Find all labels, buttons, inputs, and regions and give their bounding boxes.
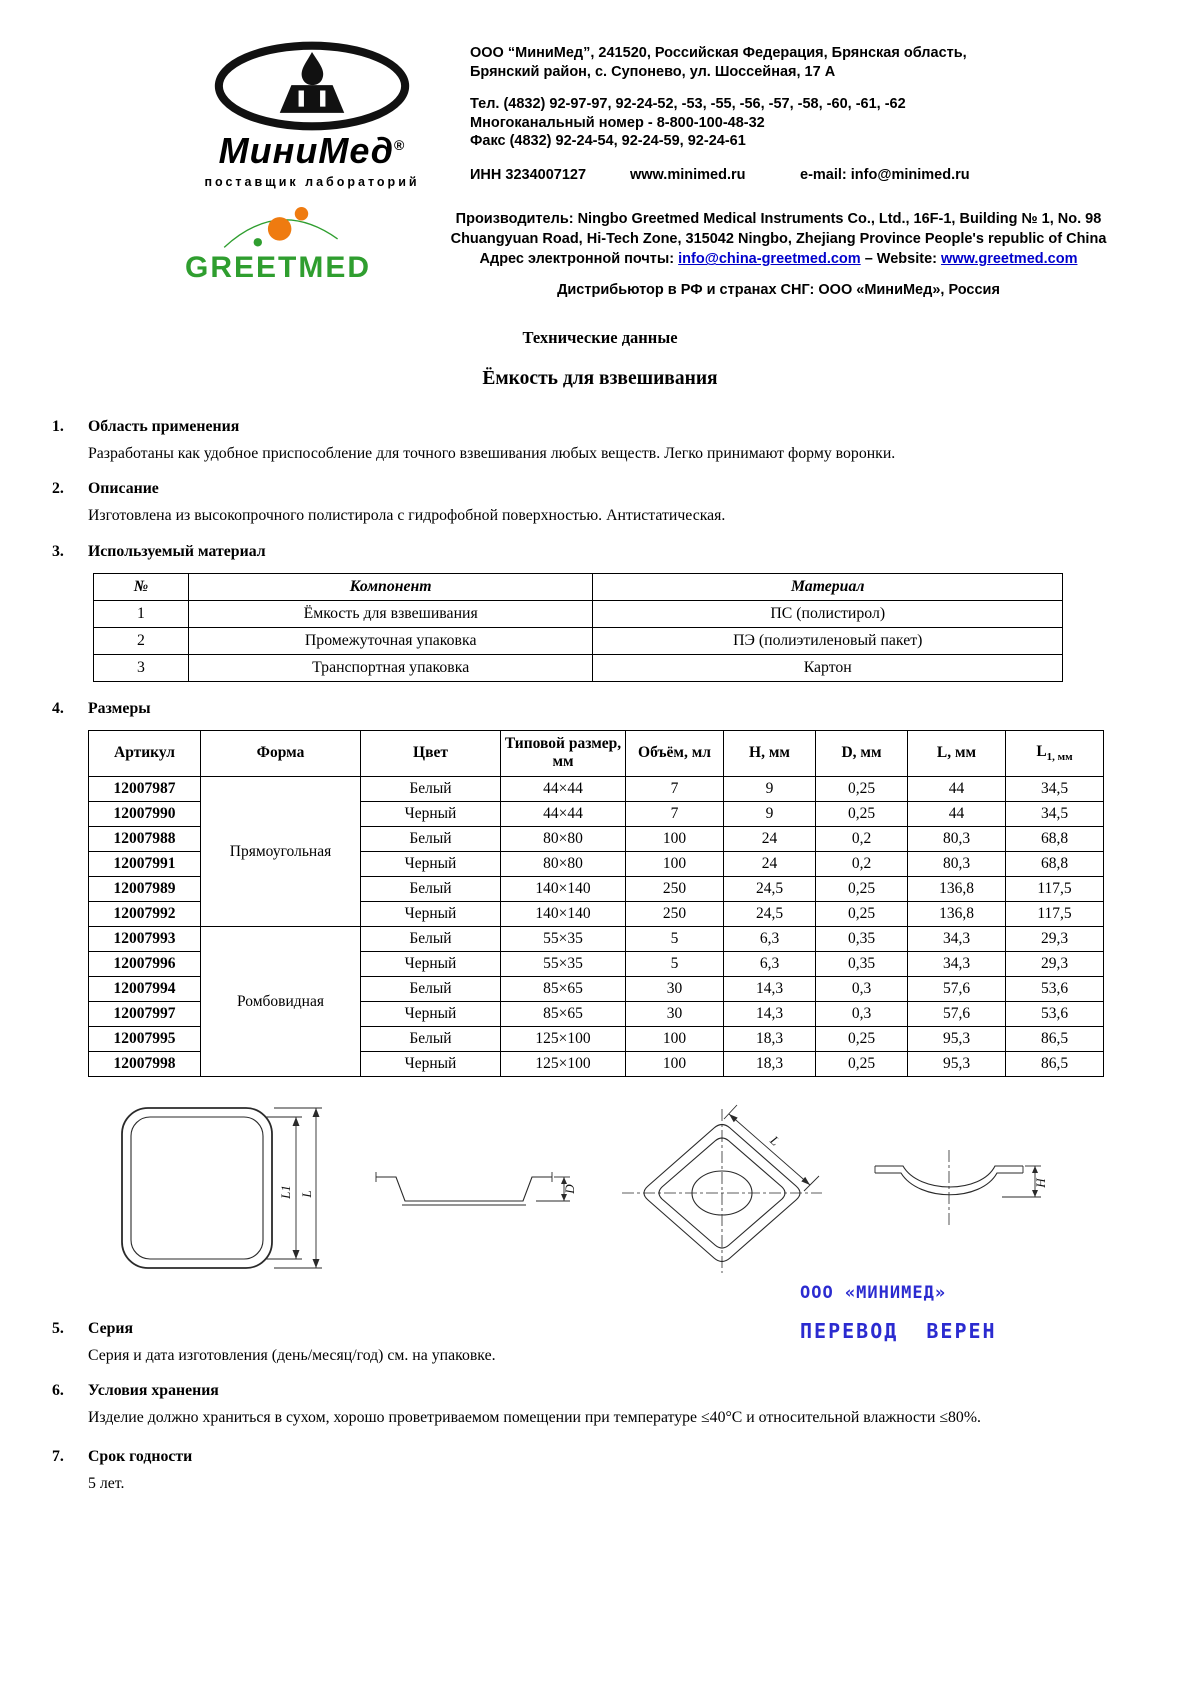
table-row bbox=[89, 926, 1104, 951]
cell-volume: 5 bbox=[626, 926, 724, 951]
cell-article: 12007998 bbox=[89, 1051, 201, 1076]
cell-l1: 68,8 bbox=[1006, 826, 1104, 851]
minimed-tagline: поставщик лабораторий bbox=[204, 174, 420, 189]
greetmed-dots-icon bbox=[199, 203, 367, 253]
section-number: 6. bbox=[52, 1381, 64, 1399]
cell-l: 57,6 bbox=[908, 976, 1006, 1001]
cell-l: 95,3 bbox=[908, 1026, 1006, 1051]
cell-volume: 250 bbox=[626, 901, 724, 926]
section-title: Размеры bbox=[88, 699, 151, 717]
cell-l: 44 bbox=[908, 776, 1006, 801]
section-material bbox=[52, 541, 1112, 563]
minimed-website: www.minimed.ru bbox=[630, 167, 746, 184]
cell-l1: 29,3 bbox=[1006, 951, 1104, 976]
table-header-row bbox=[94, 573, 1063, 600]
cell-l: 34,3 bbox=[908, 951, 1006, 976]
manufacturer-block bbox=[0, 189, 1200, 300]
section-number: 1. bbox=[52, 417, 64, 435]
cell-size: 80×80 bbox=[501, 826, 626, 851]
page-title: Ёмкость для взвешивания bbox=[482, 367, 718, 389]
cell-article: 12007992 bbox=[89, 901, 201, 926]
cell-l1: 29,3 bbox=[1006, 926, 1104, 951]
technical-drawings bbox=[116, 1097, 1200, 1282]
letterhead-contacts bbox=[470, 40, 1150, 189]
dim-label-l1: L1 bbox=[278, 1185, 293, 1199]
cell-l1: 53,6 bbox=[1006, 1001, 1104, 1026]
cell-size: 80×80 bbox=[501, 851, 626, 876]
address-line: Брянский район, с. Супонево, ул. Шоссейная, 17 А bbox=[470, 63, 836, 80]
minimed-logo-text: МиниМед bbox=[218, 130, 395, 171]
cell-material: ПС (полистирол) bbox=[593, 600, 1063, 627]
cell-l: 44 bbox=[908, 801, 1006, 826]
company-address bbox=[470, 44, 1150, 82]
cell-size: 140×140 bbox=[501, 876, 626, 901]
cell-article: 12007996 bbox=[89, 951, 201, 976]
section-number: 3. bbox=[52, 542, 64, 560]
cell-d: 0,3 bbox=[816, 1001, 908, 1026]
cell-component: Промежуточная упаковка bbox=[188, 627, 593, 654]
table-row bbox=[94, 627, 1063, 654]
cell-volume: 30 bbox=[626, 976, 724, 1001]
email-label: Адрес электронной почты: bbox=[479, 251, 675, 268]
col-header-material: Материал bbox=[593, 573, 1063, 600]
section-text: 5 лет. bbox=[88, 1475, 125, 1493]
cell-l1: 86,5 bbox=[1006, 1051, 1104, 1076]
doc-subtitle: Технические данные bbox=[522, 327, 678, 347]
cell-color: Белый bbox=[361, 976, 501, 1001]
cell-number: 2 bbox=[94, 627, 189, 654]
cell-article: 12007988 bbox=[89, 826, 201, 851]
col-header-shape: Форма bbox=[201, 730, 361, 776]
cell-volume: 7 bbox=[626, 776, 724, 801]
drawing-rhombus-side-view bbox=[867, 1146, 1049, 1232]
col-header-color: Цвет bbox=[361, 730, 501, 776]
registered-mark: ® bbox=[394, 137, 406, 153]
cell-article: 12007991 bbox=[89, 851, 201, 876]
cell-h: 24,5 bbox=[724, 876, 816, 901]
cell-l1: 86,5 bbox=[1006, 1026, 1104, 1051]
minimed-candle-icon bbox=[209, 40, 415, 132]
cell-number: 3 bbox=[94, 654, 189, 681]
manufacturer-contacts-line bbox=[407, 249, 1150, 269]
greetmed-logo bbox=[185, 203, 407, 300]
section-text: Изготовлена из высокопрочного полистирола с гидрофобной поверхностью. Антистатическая. bbox=[88, 507, 726, 525]
cell-number: 1 bbox=[94, 600, 189, 627]
dim-label-l: L bbox=[299, 1190, 314, 1198]
cell-color: Черный bbox=[361, 951, 501, 976]
cell-l1: 68,8 bbox=[1006, 851, 1104, 876]
cell-article: 12007995 bbox=[89, 1026, 201, 1051]
cell-color: Черный bbox=[361, 901, 501, 926]
cell-size: 55×35 bbox=[501, 926, 626, 951]
section-heading bbox=[52, 1380, 1112, 1402]
cell-color: Белый bbox=[361, 876, 501, 901]
section-heading bbox=[52, 541, 1112, 563]
cell-size: 55×35 bbox=[501, 951, 626, 976]
cell-size: 85×65 bbox=[501, 976, 626, 1001]
table-row bbox=[94, 654, 1063, 681]
col-header-volume: Объём, мл bbox=[626, 730, 724, 776]
cell-d: 0,3 bbox=[816, 976, 908, 1001]
col-header-size: Типовой размер, мм bbox=[501, 730, 626, 776]
cell-h: 6,3 bbox=[724, 926, 816, 951]
cell-l: 57,6 bbox=[908, 1001, 1006, 1026]
col-header-article: Артикул bbox=[89, 730, 201, 776]
cell-volume: 5 bbox=[626, 951, 724, 976]
cell-size: 125×100 bbox=[501, 1051, 626, 1076]
section-text: Изделие должно храниться в сухом, хорошо проветриваемом помещении при температуре ≤40°С и относительной влажности ≤80%. bbox=[88, 1408, 981, 1426]
cell-l1: 117,5 bbox=[1006, 901, 1104, 926]
col-header-number: № bbox=[94, 573, 189, 600]
section-text: Серия и дата изготовления (день/месяц/год) см. на упаковке. bbox=[88, 1346, 496, 1364]
section-heading bbox=[52, 698, 1112, 720]
section-title: Область применения bbox=[88, 417, 240, 435]
dim-label-l: L bbox=[767, 1132, 783, 1149]
greetmed-website-link[interactable]: www.greetmed.com bbox=[941, 251, 1078, 268]
cell-d: 0,35 bbox=[816, 951, 908, 976]
phone-line: Многоканальный номер - 8-800-100-48-32 bbox=[470, 114, 765, 131]
section-number: 7. bbox=[52, 1448, 64, 1466]
manufacturer-line: Производитель: Ningbo Greetmed Medical Instruments Co., Ltd., 16F-1, Building № 1, No. 98 bbox=[455, 210, 1102, 227]
cell-h: 9 bbox=[724, 801, 816, 826]
greetmed-email-link[interactable]: info@china-greetmed.com bbox=[678, 251, 861, 268]
col-header-d: D, мм bbox=[816, 730, 908, 776]
section-title: Срок годности bbox=[88, 1448, 193, 1466]
cell-size: 85×65 bbox=[501, 1001, 626, 1026]
cell-l: 80,3 bbox=[908, 826, 1006, 851]
cell-shape: Прямоугольная bbox=[201, 776, 361, 926]
cell-h: 24,5 bbox=[724, 901, 816, 926]
stamp-company-line: ООО «МИНИМЕД» bbox=[800, 1283, 947, 1303]
cell-material: ПЭ (полиэтиленовый пакет) bbox=[593, 627, 1063, 654]
materials-table bbox=[93, 573, 1063, 682]
table-header-row bbox=[89, 730, 1104, 776]
table-row bbox=[94, 600, 1063, 627]
section-heading bbox=[52, 1446, 1112, 1468]
section-text: Разработаны как удобное приспособление для точного взвешивания любых веществ. Легко принимают форму воронки. bbox=[88, 444, 896, 462]
col-header-l: L, мм bbox=[908, 730, 1006, 776]
dim-label-h: H bbox=[1033, 1178, 1048, 1188]
cell-l: 95,3 bbox=[908, 1051, 1006, 1076]
greetmed-logo-text: GREETMED bbox=[185, 250, 372, 284]
cell-article: 12007989 bbox=[89, 876, 201, 901]
cell-l1: 34,5 bbox=[1006, 801, 1104, 826]
cell-l: 136,8 bbox=[908, 901, 1006, 926]
drawing-rect-side-view bbox=[370, 1143, 578, 1235]
cell-d: 0,25 bbox=[816, 776, 908, 801]
cell-color: Белый bbox=[361, 826, 501, 851]
section-number: 5. bbox=[52, 1319, 64, 1337]
cell-shape: Ромбовидная bbox=[201, 926, 361, 1076]
cell-article: 12007987 bbox=[89, 776, 201, 801]
cell-size: 44×44 bbox=[501, 776, 626, 801]
section-number: 4. bbox=[52, 699, 64, 717]
cell-component: Транспортная упаковка bbox=[188, 654, 593, 681]
cell-article: 12007997 bbox=[89, 1001, 201, 1026]
cell-article: 12007990 bbox=[89, 801, 201, 826]
cell-l: 34,3 bbox=[908, 926, 1006, 951]
cell-d: 0,25 bbox=[816, 1026, 908, 1051]
cell-l1: 53,6 bbox=[1006, 976, 1104, 1001]
section-scope bbox=[52, 416, 1112, 464]
section-description bbox=[52, 478, 1112, 526]
website-label: – Website: bbox=[864, 251, 937, 268]
stamp-verified-line: ПЕРЕВОД ВЕРЕН bbox=[800, 1319, 997, 1343]
section-title: Используемый материал bbox=[88, 542, 266, 560]
section-storage bbox=[52, 1380, 1112, 1428]
section-heading bbox=[52, 416, 1112, 438]
cell-material: Картон bbox=[593, 654, 1063, 681]
cell-volume: 100 bbox=[626, 851, 724, 876]
address-line: ООО “МиниМед”, 241520, Российская Федерация, Брянская область, bbox=[470, 45, 967, 61]
cell-article: 12007993 bbox=[89, 926, 201, 951]
cell-size: 125×100 bbox=[501, 1026, 626, 1051]
cell-h: 14,3 bbox=[724, 976, 816, 1001]
cell-article: 12007994 bbox=[89, 976, 201, 1001]
section-title: Серия bbox=[88, 1319, 134, 1337]
manufacturer-text bbox=[407, 203, 1150, 300]
cell-size: 44×44 bbox=[501, 801, 626, 826]
cell-d: 0,2 bbox=[816, 851, 908, 876]
letterhead bbox=[0, 0, 1200, 189]
dim-label-d: D bbox=[562, 1184, 577, 1194]
cell-l: 80,3 bbox=[908, 851, 1006, 876]
cell-color: Белый bbox=[361, 776, 501, 801]
cell-d: 0,2 bbox=[816, 826, 908, 851]
cell-d: 0,25 bbox=[816, 876, 908, 901]
cell-color: Белый bbox=[361, 926, 501, 951]
translation-stamp bbox=[800, 1283, 997, 1343]
cell-color: Черный bbox=[361, 1001, 501, 1026]
cell-l1: 117,5 bbox=[1006, 876, 1104, 901]
section-title: Условия хранения bbox=[88, 1381, 219, 1399]
cell-volume: 100 bbox=[626, 1026, 724, 1051]
cell-color: Белый bbox=[361, 1026, 501, 1051]
cell-d: 0,25 bbox=[816, 901, 908, 926]
col-header-h: H, мм bbox=[724, 730, 816, 776]
table-row bbox=[89, 776, 1104, 801]
cell-volume: 100 bbox=[626, 826, 724, 851]
cell-volume: 100 bbox=[626, 1051, 724, 1076]
cell-d: 0,35 bbox=[816, 926, 908, 951]
fax-line: Факс (4832) 92-24-54, 92-24-59, 92-24-61 bbox=[470, 133, 746, 150]
company-info-row bbox=[470, 166, 1150, 185]
cell-h: 18,3 bbox=[724, 1051, 816, 1076]
cell-volume: 30 bbox=[626, 1001, 724, 1026]
company-phones bbox=[470, 95, 1150, 152]
cell-color: Черный bbox=[361, 1051, 501, 1076]
cell-color: Черный bbox=[361, 801, 501, 826]
cell-h: 9 bbox=[724, 776, 816, 801]
section-number: 2. bbox=[52, 480, 64, 498]
cell-l: 136,8 bbox=[908, 876, 1006, 901]
minimed-logo bbox=[196, 40, 428, 189]
minimed-email: e-mail: info@minimed.ru bbox=[800, 167, 970, 184]
cell-volume: 250 bbox=[626, 876, 724, 901]
section-sizes bbox=[52, 698, 1112, 720]
cell-component: Ёмкость для взвешивания bbox=[188, 600, 593, 627]
col-header-l1: $L_{1, мм}$ bbox=[1006, 730, 1104, 776]
distributor-line: Дистрибьютор в РФ и странах СНГ: ООО «МиниМед», Россия bbox=[557, 281, 1000, 298]
cell-l1: 34,5 bbox=[1006, 776, 1104, 801]
cell-h: 14,3 bbox=[724, 1001, 816, 1026]
manufacturer-line: Chuangyuan Road, Hi-Tech Zone, 315042 Ningbo, Zhejiang Province People's republic of China bbox=[450, 231, 1107, 248]
inn-number: ИНН 3234007127 bbox=[470, 167, 587, 184]
section-shelf-life bbox=[52, 1446, 1112, 1494]
section-heading bbox=[52, 478, 1112, 500]
cell-h: 18,3 bbox=[724, 1026, 816, 1051]
cell-h: 6,3 bbox=[724, 951, 816, 976]
cell-h: 24 bbox=[724, 851, 816, 876]
drawing-square-top-view bbox=[116, 1100, 328, 1278]
cell-d: 0,25 bbox=[816, 801, 908, 826]
drawing-rhombus-top-view bbox=[620, 1103, 825, 1275]
cell-h: 24 bbox=[724, 826, 816, 851]
section-title: Описание bbox=[88, 480, 159, 498]
cell-d: 0,25 bbox=[816, 1051, 908, 1076]
col-header-component: Компонент bbox=[188, 573, 593, 600]
cell-size: 140×140 bbox=[501, 901, 626, 926]
cell-volume: 7 bbox=[626, 801, 724, 826]
phone-line: Тел. (4832) 92-97-97, 92-24-52, -53, -55, -56, -57, -58, -60, -61, -62 bbox=[470, 95, 906, 112]
cell-color: Черный bbox=[361, 851, 501, 876]
sizes-table bbox=[88, 730, 1104, 1077]
